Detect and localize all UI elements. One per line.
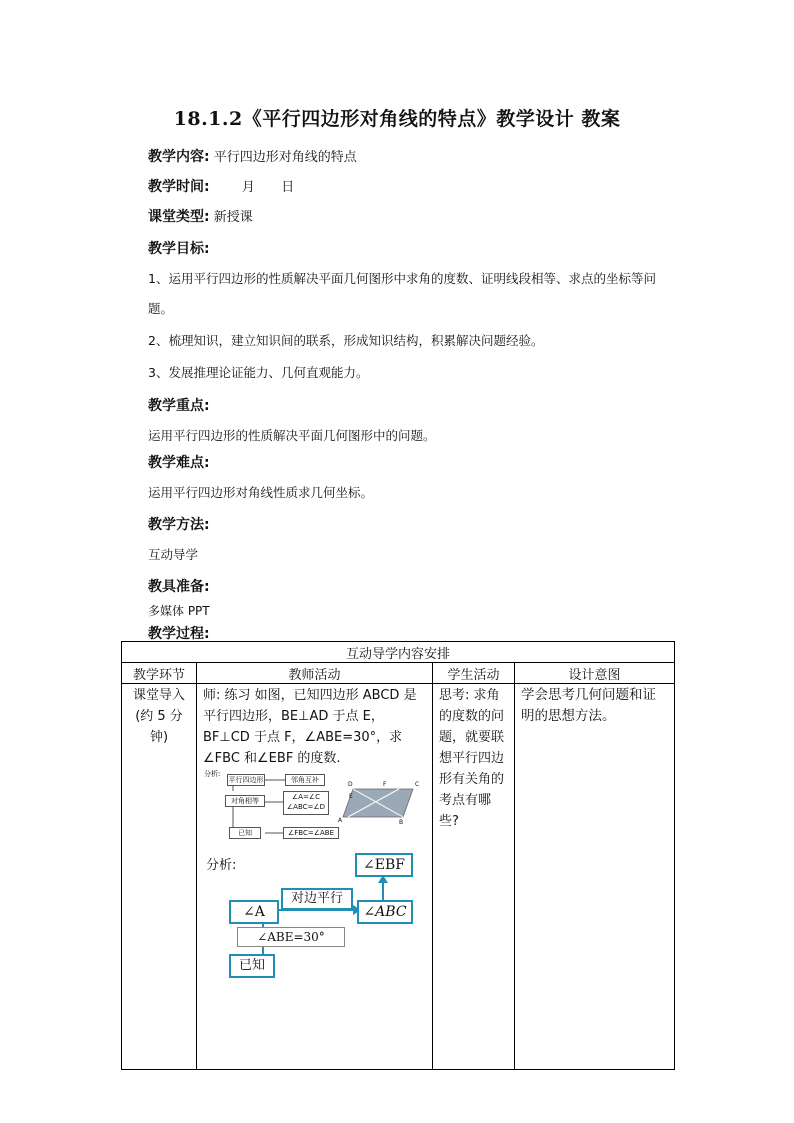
point-d: D: [348, 781, 353, 788]
small-analysis-label: 分析:: [204, 770, 221, 778]
difficulty-heading: 教学难点:: [148, 455, 210, 471]
flow-box-abc: ∠ABC: [357, 900, 413, 924]
small-box-known: 已知: [229, 827, 261, 839]
key-point-value: 运用平行四边形的性质解决平面几何图形中的问题。: [148, 428, 436, 443]
header-student: 学生活动: [433, 663, 515, 684]
time-month: 月: [241, 180, 255, 195]
point-a: A: [338, 817, 343, 824]
flow-box-a: ∠A: [229, 900, 279, 924]
flow-box-known: 已知: [229, 954, 275, 978]
class-type-value: 新授课: [213, 210, 253, 225]
intent-text: 学会思考几何问题和证明的思想方法。: [521, 687, 656, 724]
process-heading: 教学过程:: [148, 626, 210, 642]
student-cell: [433, 684, 515, 1070]
point-e: E: [349, 793, 353, 800]
goal-item-3: 3、发展推理论证能力、几何直观能力。: [148, 365, 369, 380]
goal-item-1: 1、运用平行四边形的性质解决平面几何图形中求角的度数、证明线段相等、求点的坐标等问题。: [148, 271, 656, 316]
difficulty-value: 运用平行四边形对角线性质求几何坐标。: [148, 485, 374, 500]
teacher-text: 师: 练习 如图，已知四边形 ABCD 是平行四边形，BE⊥AD 于点 E，BF⊥CD 于点 F，∠ABE=30°，求∠FBC 和∠EBF 的度数.: [203, 688, 417, 766]
tools-value: 多媒体 PPT: [148, 604, 210, 618]
small-box-angles: ∠A=∠C ∠ABC=∠D: [283, 791, 329, 815]
point-f: F: [383, 781, 387, 788]
stage-cell: [122, 684, 197, 1070]
stage-text: 课堂导入(约 5 分钟): [132, 688, 185, 745]
key-point-heading: 教学重点:: [148, 398, 210, 414]
point-c: C: [415, 781, 420, 788]
time-label: 教学时间:: [148, 179, 210, 195]
header-intent: 设计意图: [515, 663, 675, 684]
method-value: 互动导学: [148, 547, 199, 562]
goal-item-2: 2、梳理知识，建立知识间的联系，形成知识结构，积累解决问题经验。: [148, 333, 544, 348]
teacher-cell: [197, 684, 433, 1070]
large-analysis-label: 分析:: [206, 858, 237, 873]
header-teacher: 教师活动: [197, 663, 433, 684]
tools-heading: 教具准备:: [148, 579, 210, 595]
table-caption-row: [122, 642, 675, 663]
time-day: 日: [281, 180, 295, 195]
flow-box-parallel: 对边平行: [281, 888, 353, 910]
table-caption: 互动导学内容安排: [122, 642, 675, 663]
class-type-label: 课堂类型:: [148, 209, 210, 225]
table-row: [122, 684, 675, 1070]
student-text: 思考: 求角的度数的问题，就要联想平行四边形有关角的考点有哪些?: [439, 688, 505, 829]
table-header-row: [122, 663, 675, 684]
content-label: 教学内容:: [148, 149, 210, 165]
point-b: B: [399, 819, 404, 826]
intent-cell: [515, 684, 675, 1070]
teacher-diagrams: [203, 769, 426, 1069]
class-type-line: [148, 206, 253, 226]
header-stage: 教学环节: [122, 663, 197, 684]
time-line: [148, 176, 294, 196]
method-heading: 教学方法:: [148, 517, 210, 533]
small-box-opposite: 对角相等: [225, 795, 265, 807]
process-table: [121, 641, 675, 1070]
content-line: [148, 146, 357, 166]
content-value: 平行四边形对角线的特点: [213, 150, 357, 165]
small-box-parallelogram: 平行四边形: [228, 776, 264, 784]
flow-box-ebf: ∠EBF: [355, 853, 413, 877]
small-box-fbc: ∠FBC=∠ABE: [283, 827, 339, 839]
small-box-adjacent: 邻角互补: [285, 774, 325, 786]
flow-box-abe: ∠ABE=30°: [237, 927, 345, 947]
goals-heading: 教学目标:: [148, 241, 210, 257]
document-title: 18.1.2《平行四边形对角线的特点》教学设计 教案: [173, 108, 621, 130]
